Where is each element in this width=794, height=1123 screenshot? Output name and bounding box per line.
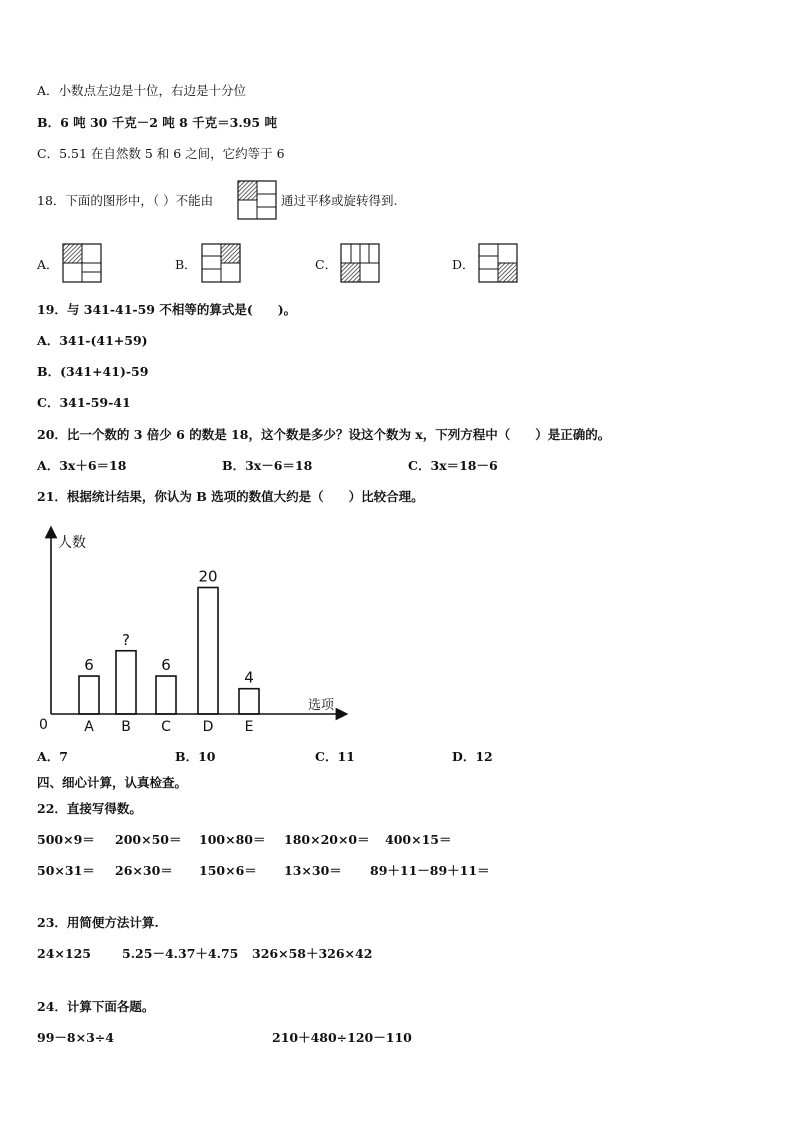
q18-reference-figure <box>237 180 277 220</box>
data-label-B: ? <box>122 630 130 649</box>
q22-item: 13×30＝ <box>284 863 342 878</box>
q23-stem: 23．用简便方法计算. <box>37 915 159 930</box>
section-4-title: 四、细心计算，认真检查。 <box>37 775 188 790</box>
q22-item: 400×15＝ <box>385 832 452 847</box>
q18-stem-before: 18．下面的图形中，（ ）不能由 <box>37 193 214 208</box>
data-label-C: 6 <box>161 656 171 675</box>
tick-label-C: C <box>161 719 171 735</box>
q19-option-b: B．(341+41)-59 <box>37 364 149 379</box>
bar-D <box>198 588 218 715</box>
q21-option-c: C．11 <box>315 749 355 764</box>
q17-option-b: B．6 吨 30 千克－2 吨 8 千克＝3.95 吨 <box>37 115 277 130</box>
q20-option-a: A．3x＋6＝18 <box>37 458 127 473</box>
data-label-A: 6 <box>84 656 94 675</box>
q17-option-c: C．5.51 在自然数 5 和 6 之间，它约等于 6 <box>37 146 285 161</box>
q21-option-a: A．7 <box>37 749 68 764</box>
origin-label: 0 <box>39 717 48 733</box>
q22-item: 89＋11－89＋11＝ <box>370 863 490 878</box>
q18-option-a-figure <box>62 243 102 283</box>
tick-label-E: E <box>244 719 254 735</box>
y-axis-label: 人数 <box>58 535 86 551</box>
bar-A <box>79 676 99 714</box>
q18-stem-after: 通过平移或旋转得到. <box>281 193 398 208</box>
q22-item: 100×80＝ <box>199 832 266 847</box>
q18-option-c-label: C． <box>315 257 338 272</box>
q18-option-c-figure <box>340 243 380 283</box>
q18-option-b-label: B． <box>175 257 197 272</box>
q18-option-b-figure <box>201 243 241 283</box>
tick-label-A: A <box>84 719 94 735</box>
x-axis-label: 选项 <box>308 698 335 713</box>
q21-option-d: D．12 <box>452 749 493 764</box>
q23-item: 326×58＋326×42 <box>252 946 373 961</box>
q22-stem: 22．直接写得数。 <box>37 801 142 816</box>
q24-stem: 24．计算下面各题。 <box>37 999 155 1014</box>
q22-item: 50×31＝ <box>37 863 95 878</box>
q18-option-d-figure <box>478 243 518 283</box>
q21-option-b: B．10 <box>175 749 216 764</box>
data-label-D: 20 <box>198 567 218 586</box>
tick-label-B: B <box>121 719 131 735</box>
bar-chart <box>30 520 360 745</box>
tick-label-D: D <box>202 719 214 735</box>
bar-C <box>156 676 176 714</box>
q22-item: 180×20×0＝ <box>284 832 370 847</box>
q17-option-a: A．小数点左边是十位，右边是十分位 <box>37 83 247 98</box>
q20-option-c: C．3x＝18－6 <box>408 458 498 473</box>
q23-item: 24×125 <box>37 946 91 961</box>
q18-option-a-label: A． <box>37 257 59 272</box>
q19-option-c: C．341-59-41 <box>37 395 131 410</box>
q20-stem: 20．比一个数的 3 倍少 6 的数是 18，这个数是多少？设这个数为 x，下列方程中（ ）是正确的。 <box>37 427 611 442</box>
q24-item: 210＋480÷120－110 <box>272 1030 412 1045</box>
q22-item: 26×30＝ <box>115 863 173 878</box>
q22-item: 500×9＝ <box>37 832 95 847</box>
bar-B <box>116 651 136 714</box>
q19-stem: 19．与 341-41-59 不相等的算式是( )。 <box>37 302 297 317</box>
q19-option-a: A．341-(41+59) <box>37 333 148 348</box>
data-label-E: 4 <box>244 668 254 687</box>
q24-item: 99－8×3÷4 <box>37 1030 114 1045</box>
q22-item: 200×50＝ <box>115 832 182 847</box>
q21-stem: 21．根据统计结果，你认为 B 选项的数值大约是（ ）比较合理。 <box>37 489 424 504</box>
q22-item: 150×6＝ <box>199 863 257 878</box>
bar-E <box>239 689 259 714</box>
q20-option-b: B．3x－6＝18 <box>222 458 313 473</box>
q23-item: 5.25－4.37＋4.75 <box>122 946 239 961</box>
q18-option-d-label: D． <box>452 257 475 272</box>
